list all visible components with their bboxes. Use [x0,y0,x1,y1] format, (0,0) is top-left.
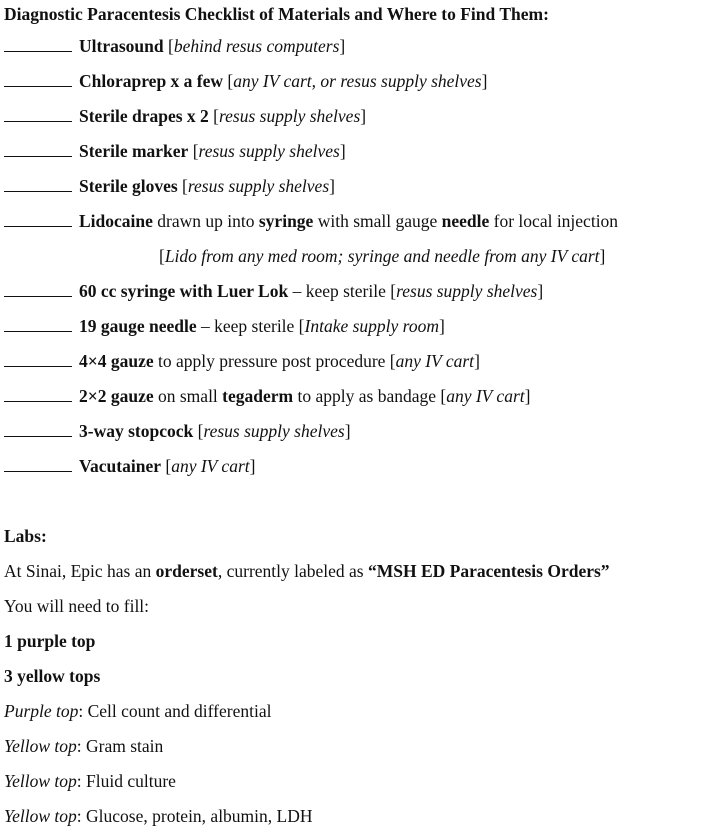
text-run: “MSH ED Paracentesis Orders” [368,561,610,581]
text-run: Vacutainer [79,456,161,476]
checkbox-blank-line[interactable] [4,212,72,227]
text-run: ] [524,386,531,406]
checklist-item-continuation [159,245,605,267]
text-run: tegaderm [222,386,294,406]
text-run: resus supply shelves [198,141,340,161]
checklist-item [4,420,351,442]
labs-line [4,630,95,652]
labs-line [4,595,149,617]
labs-heading [4,525,47,547]
text-run: Sterile drapes x 2 [79,106,209,126]
checkbox-blank-line[interactable] [4,142,72,157]
text-run: resus supply shelves [396,281,538,301]
labs-heading-text: Labs: [4,526,47,546]
text-run: [ [167,36,174,56]
text-run: Yellow top [4,736,77,756]
checkbox-blank-line[interactable] [4,107,72,122]
text-run: Intake supply room [304,316,439,336]
text-run: Sterile gloves [79,176,178,196]
text-run: ] [599,246,606,266]
labs-line [4,560,610,582]
text-run: with small gauge [313,211,442,231]
checklist-item [4,175,335,197]
text-run: on small [153,386,223,406]
text-run: Ultrasound [79,36,164,56]
text-run: any IV cart [446,386,525,406]
text-run: 2×2 gauze [79,386,154,406]
labs-line [4,665,100,687]
text-run: any IV cart [171,456,250,476]
checkbox-blank-line[interactable] [4,422,72,437]
checklist-item [4,280,543,302]
checklist-item [4,455,255,477]
text-run: [ [177,176,188,196]
labs-line [4,805,313,827]
text-run: [ [188,141,199,161]
text-run: orderset [155,561,218,581]
text-run: ] [339,141,346,161]
text-run: 60 cc syringe with Luer Lok [79,281,289,301]
text-run: [ [161,456,172,476]
text-run: You will need to fill: [4,596,150,616]
text-run: behind resus computers [173,36,340,56]
checkbox-blank-line[interactable] [4,352,72,367]
checklist-item [4,210,618,232]
checklist-item [4,70,487,92]
checklist-item [4,385,530,407]
checkbox-blank-line[interactable] [4,317,72,332]
checklist-item [4,35,345,57]
text-run: resus supply shelves [187,176,330,196]
text-run: ] [360,106,367,126]
labs-line [4,770,176,792]
text-run: Yellow top [4,771,77,791]
text-run: ] [339,36,346,56]
text-run: – keep sterile [ [288,281,397,301]
labs-line [4,700,271,722]
checklist-item [4,105,366,127]
text-run: Lidocaine [79,211,153,231]
text-run: any IV cart, or resus supply shelves [233,71,482,91]
text-run: drawn up into [152,211,259,231]
labs-line [4,735,163,757]
document-title [4,3,549,25]
text-run: resus supply shelves [203,421,345,441]
checkbox-blank-line[interactable] [4,387,72,402]
text-run: Lido from any med room; syringe and needle from any IV cart [164,246,600,266]
text-run: to apply pressure post procedure [ [153,351,396,371]
text-run: to apply as bandage [ [293,386,447,406]
text-run: 19 gauge needle [79,316,197,336]
text-run: : Gram stain [76,736,164,756]
text-run: ] [537,281,544,301]
text-run: 1 purple top [4,631,96,651]
text-run: Chloraprep x a few [79,71,224,91]
checkbox-blank-line[interactable] [4,177,72,192]
text-run: for local injection [489,211,619,231]
text-run: Purple top [4,701,79,721]
text-run: [ [159,246,165,266]
text-run: ] [474,351,480,371]
checklist-item [4,350,480,372]
text-run: 4×4 gauze [79,351,154,371]
text-run: Sterile marker [79,141,189,161]
text-run: ] [438,316,445,336]
text-run: ] [249,456,256,476]
checklist-item [4,315,445,337]
text-run: [ [193,421,204,441]
text-run: – keep sterile [ [196,316,305,336]
text-run: Yellow top [4,806,77,826]
text-run: 3 yellow tops [4,666,101,686]
title-text: Diagnostic Paracentesis Checklist of Materials and Where to Find Them: [4,4,549,24]
text-run: ] [329,176,335,196]
text-run: [ [208,106,219,126]
checkbox-blank-line[interactable] [4,457,72,472]
checkbox-blank-line[interactable] [4,37,72,52]
text-run: resus supply shelves [218,106,361,126]
text-run: ] [481,71,488,91]
text-run: : Fluid culture [76,771,176,791]
text-run: At Sinai, Epic has an [4,561,156,581]
checkbox-blank-line[interactable] [4,72,72,87]
text-run: ] [344,421,351,441]
text-run: 3-way stopcock [79,421,194,441]
text-run: [ [223,71,234,91]
text-run: any IV cart [395,351,475,371]
text-run: needle [441,211,490,231]
text-run: : Cell count and differential [78,701,272,721]
checklist-item [4,140,346,162]
text-run: : Glucose, protein, albumin, LDH [76,806,313,826]
text-run: syringe [258,211,314,231]
checkbox-blank-line[interactable] [4,282,72,297]
text-run: , currently labeled as [217,561,368,581]
